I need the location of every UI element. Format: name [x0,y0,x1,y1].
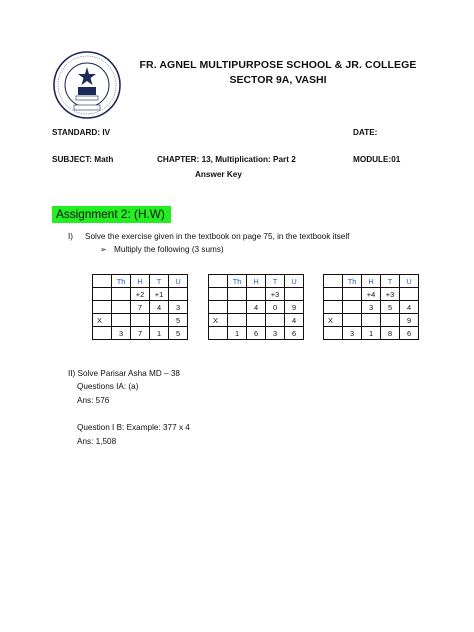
grid-cell [285,288,304,301]
grid-cell: +1 [150,288,169,301]
grid-row [324,327,419,340]
grid-row [93,301,188,314]
grid-cell [228,288,247,301]
grid-cell [324,301,343,314]
grid-cell: 3 [112,327,131,340]
multiplication-grid-2 [208,274,304,340]
grid-cell [400,288,419,301]
grid-header-cell: Th [228,275,247,288]
module-label: MODULE:01 [353,155,401,164]
grid-row [209,288,304,301]
school-name: FR. AGNEL MULTIPURPOSE SCHOOL & JR. COLLEGE [139,59,417,71]
grid-cell: 1 [362,327,381,340]
grid-cell [93,301,112,314]
section1-instruction: Solve the exercise given in the textbook on page 75, in the textbook itself [85,232,350,241]
grid-cell: 6 [247,327,266,340]
chapter-label: CHAPTER: 13, Multiplication: Part 2 [157,155,296,164]
grid-cell [209,327,228,340]
section1-numeral: I) [68,232,74,241]
section2-question-1: Questions IA: (a) [77,382,139,391]
grid-cell [209,301,228,314]
grid-cell: 3 [343,327,362,340]
grid-cell [343,314,362,327]
school-logo [52,50,122,120]
grid-row [324,301,419,314]
grid-cell: +2 [131,288,150,301]
grid-cell: 4 [285,314,304,327]
grid-cell [93,327,112,340]
grid-cell: 5 [169,327,188,340]
grid-header-cell: T [150,275,169,288]
grid-cell: 7 [131,301,150,314]
grid-cell [343,301,362,314]
grid-header-row [324,275,419,288]
grid-cell: 6 [285,327,304,340]
grid-cell [381,314,400,327]
grid-cell [324,288,343,301]
grid-cell: 1 [228,327,247,340]
grid-cell: 5 [381,301,400,314]
grid-row [209,314,304,327]
standard-label: STANDARD: IV [52,128,111,137]
grid-header-cell: T [381,275,400,288]
grid-cell [247,288,266,301]
school-sector: SECTOR 9A, VASHI [229,74,327,86]
grid-cell: 3 [266,327,285,340]
grid-header-cell: H [247,275,266,288]
grid-header-cell: H [131,275,150,288]
multiplication-grid-1 [92,274,188,340]
grid-cell: X [209,314,228,327]
grid-row [93,327,188,340]
grid-cell [228,314,247,327]
grid-header-row [209,275,304,288]
grid-cell: 0 [266,301,285,314]
grid-header-cell: U [285,275,304,288]
grid-cell [343,288,362,301]
grid-cell: 3 [362,301,381,314]
grid-cell: +3 [266,288,285,301]
grid-cell [131,314,150,327]
grid-header-cell: Th [112,275,131,288]
grid-cell [112,301,131,314]
grid-row [209,327,304,340]
grid-cell: 7 [131,327,150,340]
section2-question-2: Question I B: Example: 377 x 4 [77,423,190,432]
grid-cell: 9 [400,314,419,327]
grid-cell [112,288,131,301]
grid-cell: 5 [169,314,188,327]
grid-cell [324,327,343,340]
grid-cell: X [93,314,112,327]
grid-cell: 3 [169,301,188,314]
grid-cell [209,288,228,301]
grid-header-cell: U [400,275,419,288]
grid-cell: 1 [150,327,169,340]
multiplication-grid-3 [323,274,419,340]
date-label: DATE: [353,128,378,137]
grid-header-cell: T [266,275,285,288]
grid-cell: 9 [285,301,304,314]
grid-cell [228,301,247,314]
answer-key-label: Answer Key [195,170,242,179]
grid-row [93,288,188,301]
grid-header-row [93,275,188,288]
grid-cell [93,288,112,301]
grid-cell: 8 [381,327,400,340]
grid-header-cell [93,275,112,288]
grid-cell [247,314,266,327]
grid-cell [266,314,285,327]
grid-cell: 4 [247,301,266,314]
grid-cell: 6 [400,327,419,340]
section2-answer-2: Ans: 1,508 [77,437,117,446]
grid-row [324,314,419,327]
grid-header-cell: Th [343,275,362,288]
grid-row [93,314,188,327]
grid-cell: +3 [381,288,400,301]
subject-label: SUBJECT: Math [52,155,114,164]
grid-cell [169,288,188,301]
assignment-title: Assignment 2: (H.W) [52,206,171,223]
grid-header-cell: H [362,275,381,288]
grid-cell [362,314,381,327]
grid-header-cell [324,275,343,288]
grid-cell: 4 [150,301,169,314]
grid-cell: 4 [400,301,419,314]
section2-heading: II) Solve Parisar Asha MD – 38 [68,369,180,378]
grid-row [324,288,419,301]
grid-cell: +4 [362,288,381,301]
grid-cell: X [324,314,343,327]
arrow-bullet-icon: ➢ [100,245,107,254]
grid-cell [112,314,131,327]
grid-row [209,301,304,314]
grid-header-cell [209,275,228,288]
section1-bullet: Multiply the following (3 sums) [114,245,224,254]
section2-answer-1: Ans: 576 [77,396,110,405]
grid-header-cell: U [169,275,188,288]
grid-cell [150,314,169,327]
